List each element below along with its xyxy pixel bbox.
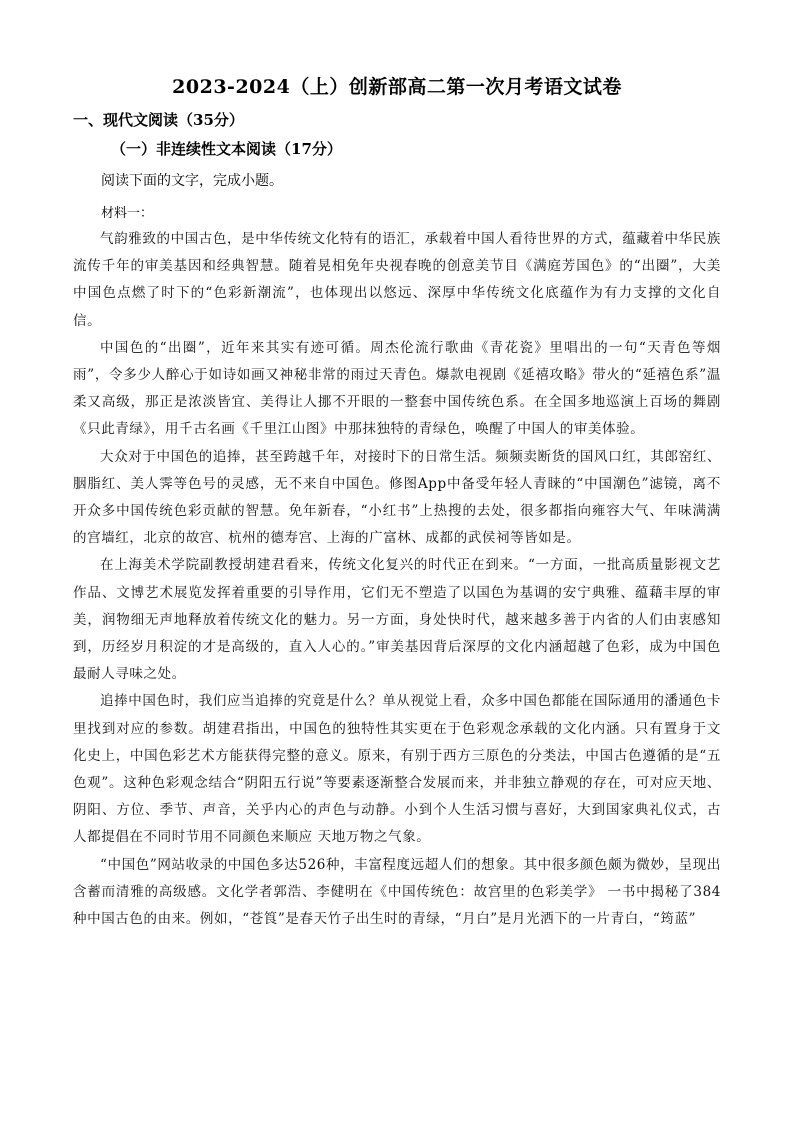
paragraph: 大众对于中国色的追捧，甚至跨越千年，对接时下的日常生活。频频卖断货的国风口红，其郎窑红、胭脂红、美人霁等色号的灵感，无不来自中国色。修图App中备受年轻人青睐的“中国潮色”滤镜，离不开众多中国传统色彩贡献的智慧。免年新春，“小红书”上热搜的去处，很多都指向雍容大气、年味满满的宫墙红，北京的故宫、杭州的德寿宫、上海的广富林、成都的武侯祠等皆如是。: [73, 448, 721, 547]
exam-title: 2023-2024（上）创新部高二第一次月考语文试卷: [172, 76, 622, 98]
paragraph: 中国色的“出圈”，近年来其实有迹可循。周杰伦流行歌曲《青花瓷》里唱出的一句“天青色等烟雨”，令多少人醉心于如诗如画又神秘非常的雨过天青色。爆款电视剧《延禧攻略》带火的“延禧色系”温柔又高级，那正是浓淡皆宜、美得让人挪不开眼的一整套中国传统色系。在全国多地巡演上百场的舞剧《只此青绿》，用千古名画《千里江山图》中那抹独特的青绿色，唤醒了中国人的审美体验。: [73, 339, 721, 438]
instruction-text: 阅读下面的文字，完成小题。: [101, 173, 283, 189]
paragraph: 气韵雅致的中国古色，是中华传统文化特有的语汇，承载着中国人看待世界的方式，蕴藏着中华民族流传千年的审美基因和经典智慧。随着晃相免年央视春晚的创意美节目《满庭芳国色》的“出圈”，大美中国色点燃了时下的“色彩新潮流”，也体现出以悠远、深厚中华传统文化底蕴作为有力支撑的文化自信。: [73, 231, 721, 329]
paragraph: 在上海美术学院副教授胡建君看来，传统文化复兴的时代正在到来。“一方面，一批高质量影视文艺作品、文博艺术展览发挥着重要的引导作用，它们无不塑造了以国色为基调的安宁典雅、蕴藉丰厚的审美，润物细无声地释放着传统文化的魅力。另一方面，身处快时代，越来越多善于内省的人们由衷感知到，历经岁月积淀的才是高级的，直入人心的。”审美基因背后深厚的文化内涵超越了色彩，成为中国色最耐人寻味之处。: [73, 557, 721, 683]
paragraph: “中国色”网站收录的中国色多达526种，丰富程度远超人们的想象。其中很多颜色颇为微妙，呈现出含蓄而清雅的高级感。文化学者郭浩、李健明在《中国传统色：故宫里的色彩美学》 一书中揭秘了384种中国古色的由来。例如，“苍筤”是春天竹子出生时的青绿，“月白”是月光洒下的一片青白，“筠蓝”: [73, 856, 721, 928]
material-label: 材料一：: [101, 206, 154, 221]
subsection-heading: （一）非连续性文本阅读（17分）: [111, 140, 342, 158]
paragraph: 追捧中国色时，我们应当追捧的究竟是什么？单从视觉上看，众多中国色都能在国际通用的潘通色卡里找到对应的参数。胡建君指出，中国色的独特性其实更在于色彩观念承载的文化内涵。只有置身于文化史上，中国色彩艺术方能获得完整的意义。原来，有别于西方三原色的分类法，中国古色遵循的是“五色观”。这种色彩观念结合“阴阳五行说”等要素逐渐整合发展而来，并非独立静观的存在，可对应天地、阴阳、方位、季节、声音，关乎内心的声色与动静。小到个人生活习惯与喜好，大到国家典礼仪式，古人都提倡在不同时节用不同颜色来顺应 天地万物之气象。: [73, 693, 721, 846]
article-body: [73, 226, 721, 933]
section-heading: 一、现代文阅读（35分）: [73, 111, 244, 129]
